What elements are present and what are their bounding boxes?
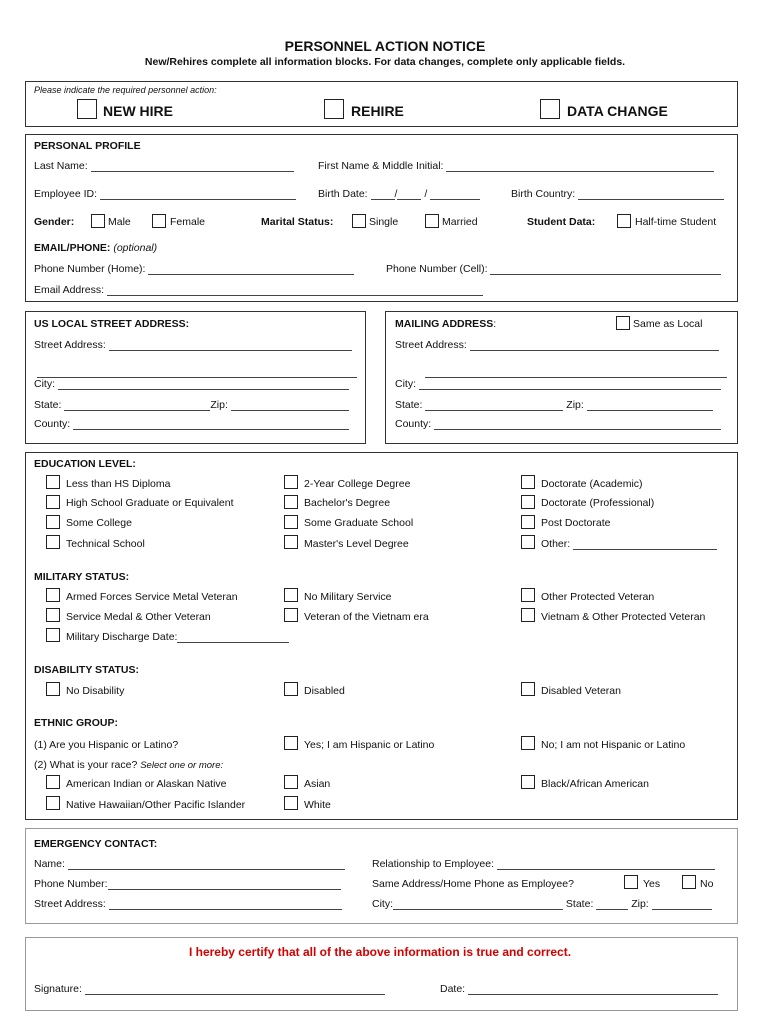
emergency-name-field[interactable] bbox=[34, 858, 345, 870]
race-option-checkbox[interactable] bbox=[46, 796, 60, 810]
relationship-label: Relationship to Employee: bbox=[372, 858, 494, 870]
date-label: Date: bbox=[440, 983, 466, 995]
employee-id-field[interactable] bbox=[34, 188, 296, 200]
emergency-city-field[interactable] bbox=[372, 898, 712, 910]
signature-label: Signature: bbox=[34, 983, 82, 995]
single-label: Single bbox=[369, 216, 399, 228]
education-other-field[interactable] bbox=[541, 538, 717, 550]
military-option-label: Armed Forces Service Metal Veteran bbox=[66, 591, 238, 603]
education-option-checkbox[interactable] bbox=[46, 535, 60, 549]
new-hire-label: NEW HIRE bbox=[103, 103, 173, 119]
emergency-city-label: City: bbox=[372, 898, 393, 910]
education-option-label: Master's Level Degree bbox=[304, 538, 409, 550]
rehire-checkbox[interactable] bbox=[324, 99, 344, 119]
student-data-label: Student Data: bbox=[527, 216, 596, 228]
local-county-label: County: bbox=[34, 418, 71, 430]
education-option-label: Technical School bbox=[66, 538, 145, 550]
mailing-county-label: County: bbox=[395, 418, 432, 430]
mailing-address-heading bbox=[395, 318, 496, 330]
disability-option-checkbox[interactable] bbox=[284, 682, 298, 696]
birth-date-field[interactable] bbox=[318, 188, 480, 200]
mailing-address-title: MAILING ADDRESS bbox=[395, 318, 494, 330]
emergency-phone-field[interactable] bbox=[34, 878, 341, 890]
military-option-checkbox[interactable] bbox=[46, 588, 60, 602]
emergency-street-label: Street Address: bbox=[34, 898, 106, 910]
female-checkbox[interactable] bbox=[152, 214, 166, 228]
education-other-label: Other: bbox=[541, 538, 571, 550]
education-heading: EDUCATION LEVEL: bbox=[34, 458, 136, 470]
military-discharge-checkbox[interactable] bbox=[46, 628, 60, 642]
mailing-city-field[interactable] bbox=[395, 378, 721, 390]
local-zip-label: Zip: bbox=[210, 399, 228, 411]
last-name-label: Last Name: bbox=[34, 160, 88, 172]
education-option-checkbox[interactable] bbox=[521, 515, 535, 529]
phone-cell-label: Phone Number (Cell): bbox=[386, 263, 488, 275]
education-option-label: Less than HS Diploma bbox=[66, 478, 171, 490]
email-field[interactable] bbox=[34, 284, 483, 296]
local-city-label: City: bbox=[34, 378, 55, 390]
military-discharge-label: Military Discharge Date: bbox=[66, 631, 178, 643]
signature-field[interactable] bbox=[34, 983, 385, 995]
same-as-local-checkbox[interactable] bbox=[616, 316, 630, 330]
military-discharge-field[interactable] bbox=[66, 631, 289, 643]
hispanic-no-checkbox[interactable] bbox=[521, 736, 535, 750]
education-option-checkbox[interactable] bbox=[284, 495, 298, 509]
employee-id-label: Employee ID: bbox=[34, 188, 98, 200]
education-other-checkbox[interactable] bbox=[521, 535, 535, 549]
disability-heading: DISABILITY STATUS: bbox=[34, 664, 139, 676]
military-option-checkbox[interactable] bbox=[46, 608, 60, 622]
education-option-checkbox[interactable] bbox=[284, 475, 298, 489]
email-phone-label: EMAIL/PHONE: bbox=[34, 242, 111, 254]
mailing-state-label: State: bbox=[395, 399, 423, 411]
half-time-student-label: Half-time Student bbox=[635, 216, 717, 228]
local-address-heading: US LOCAL STREET ADDRESS: bbox=[34, 318, 190, 330]
phone-cell-field[interactable] bbox=[386, 263, 721, 275]
race-option-checkbox[interactable] bbox=[284, 796, 298, 810]
race-option-label: American Indian or Alaskan Native bbox=[66, 778, 227, 790]
race-option-label: Black/African American bbox=[541, 778, 649, 790]
phone-home-field[interactable] bbox=[34, 263, 354, 275]
single-checkbox[interactable] bbox=[352, 214, 366, 228]
birth-date-label: Birth Date: bbox=[318, 188, 368, 200]
same-address-no-checkbox[interactable] bbox=[682, 875, 696, 889]
education-option-checkbox[interactable] bbox=[284, 535, 298, 549]
race-option-label: Native Hawaiian/Other Pacific Islander bbox=[66, 799, 246, 811]
race-option-label: Asian bbox=[304, 778, 331, 790]
mailing-street-field[interactable] bbox=[395, 339, 719, 351]
education-option-label: High School Graduate or Equivalent bbox=[66, 497, 234, 509]
disability-option-label: No Disability bbox=[66, 685, 125, 697]
education-option-checkbox[interactable] bbox=[284, 515, 298, 529]
hispanic-question: (1) Are you Hispanic or Latino? bbox=[34, 739, 179, 751]
military-option-checkbox[interactable] bbox=[284, 608, 298, 622]
hispanic-no-label: No; I am not Hispanic or Latino bbox=[541, 739, 686, 751]
local-street-line2[interactable] bbox=[37, 360, 357, 378]
local-state-field[interactable] bbox=[34, 399, 349, 411]
marital-status-label: Marital Status: bbox=[261, 216, 334, 228]
ethnic-heading: ETHNIC GROUP: bbox=[34, 717, 118, 729]
male-label: Male bbox=[108, 216, 131, 228]
mailing-street-line2[interactable] bbox=[425, 360, 727, 378]
race-question bbox=[34, 759, 223, 771]
first-name-label: First Name & Middle Initial: bbox=[318, 160, 444, 172]
military-option-checkbox[interactable] bbox=[521, 608, 535, 622]
phone-home-label: Phone Number (Home): bbox=[34, 263, 146, 275]
local-state-label: State: bbox=[34, 399, 62, 411]
birth-date-sep: / bbox=[394, 188, 398, 200]
same-address-yes-checkbox[interactable] bbox=[624, 875, 638, 889]
email-label: Email Address: bbox=[34, 284, 105, 296]
married-label: Married bbox=[442, 216, 478, 228]
optional-note: (optional) bbox=[113, 242, 158, 254]
mailing-zip-label: Zip: bbox=[566, 399, 584, 411]
date-field[interactable] bbox=[440, 983, 718, 995]
race-question-text: (2) What is your race? bbox=[34, 759, 138, 771]
military-heading: MILITARY STATUS: bbox=[34, 571, 130, 583]
mailing-state-field[interactable] bbox=[395, 399, 713, 411]
education-option-label: Doctorate (Professional) bbox=[541, 497, 655, 509]
race-option-checkbox[interactable] bbox=[46, 775, 60, 789]
race-option-label: White bbox=[304, 799, 331, 811]
new-hire-checkbox[interactable] bbox=[77, 99, 97, 119]
race-option-checkbox[interactable] bbox=[521, 775, 535, 789]
education-option-label: Some College bbox=[66, 517, 132, 529]
education-option-label: Doctorate (Academic) bbox=[541, 478, 643, 490]
page-title: PERSONNEL ACTION NOTICE bbox=[284, 38, 486, 54]
emergency-state-label: State: bbox=[565, 898, 594, 910]
education-option-label: Some Graduate School bbox=[304, 517, 414, 529]
first-name-field[interactable] bbox=[318, 160, 714, 172]
gender-label: Gender: bbox=[34, 216, 75, 228]
page-subtitle: New/Rehires complete all information blocks. For data changes, complete only applicable fields. bbox=[144, 56, 626, 68]
education-option-label: Post Doctorate bbox=[541, 517, 611, 529]
education-option-checkbox[interactable] bbox=[46, 515, 60, 529]
half-time-student-checkbox[interactable] bbox=[617, 214, 631, 228]
personal-profile-heading: PERSONAL PROFILE bbox=[34, 140, 141, 152]
hispanic-yes-checkbox[interactable] bbox=[284, 736, 298, 750]
married-checkbox[interactable] bbox=[425, 214, 439, 228]
local-city-field[interactable] bbox=[34, 378, 349, 390]
rehire-label: REHIRE bbox=[351, 103, 404, 119]
education-option-label: Bachelor's Degree bbox=[304, 497, 391, 509]
same-address-yes-label: Yes bbox=[643, 878, 661, 890]
disability-option-checkbox[interactable] bbox=[521, 682, 535, 696]
mailing-county-field[interactable] bbox=[395, 418, 721, 430]
military-option-label: No Military Service bbox=[304, 591, 392, 603]
military-option-label: Other Protected Veteran bbox=[541, 591, 655, 603]
hispanic-yes-label: Yes; I am Hispanic or Latino bbox=[304, 739, 435, 751]
emergency-heading: EMERGENCY CONTACT: bbox=[34, 838, 158, 850]
same-address-no-label: No bbox=[700, 878, 714, 890]
race-question-note: Select one or more: bbox=[140, 760, 224, 771]
education-option-checkbox[interactable] bbox=[521, 495, 535, 509]
local-street-label: Street Address: bbox=[34, 339, 106, 351]
military-option-checkbox[interactable] bbox=[521, 588, 535, 602]
mailing-city-label: City: bbox=[395, 378, 416, 390]
email-phone-heading bbox=[34, 242, 157, 254]
military-option-label: Vietnam & Other Protected Veteran bbox=[541, 611, 706, 623]
birth-date-sep: / bbox=[424, 188, 428, 200]
data-change-label: DATA CHANGE bbox=[567, 103, 668, 119]
emergency-street-field[interactable] bbox=[34, 898, 342, 910]
education-option-checkbox[interactable] bbox=[46, 495, 60, 509]
certification-statement: I hereby certify that all of the above information is true and correct. bbox=[188, 945, 572, 959]
emergency-zip-label: Zip: bbox=[631, 898, 649, 910]
emergency-phone-label: Phone Number: bbox=[34, 878, 108, 890]
mailing-street-label: Street Address: bbox=[395, 339, 467, 351]
education-option-label: 2-Year College Degree bbox=[304, 478, 411, 490]
local-street-field[interactable] bbox=[34, 339, 352, 351]
relationship-field[interactable] bbox=[372, 858, 715, 870]
disability-option-label: Disabled bbox=[304, 685, 345, 697]
disability-option-checkbox[interactable] bbox=[46, 682, 60, 696]
education-option-checkbox[interactable] bbox=[521, 475, 535, 489]
birth-country-field[interactable] bbox=[511, 188, 724, 200]
same-as-local-label: Same as Local bbox=[633, 318, 703, 330]
action-prompt: Please indicate the required personnel action: bbox=[34, 85, 217, 95]
male-checkbox[interactable] bbox=[91, 214, 105, 228]
emergency-name-label: Name: bbox=[34, 858, 65, 870]
birth-country-label: Birth Country: bbox=[511, 188, 576, 200]
mailing-address-colon: : bbox=[493, 318, 497, 330]
data-change-checkbox[interactable] bbox=[540, 99, 560, 119]
last-name-field[interactable] bbox=[34, 160, 294, 172]
local-county-field[interactable] bbox=[34, 418, 349, 430]
military-option-label: Veteran of the Vietnam era bbox=[304, 611, 429, 623]
female-label: Female bbox=[170, 216, 206, 228]
race-option-checkbox[interactable] bbox=[284, 775, 298, 789]
disability-option-label: Disabled Veteran bbox=[541, 685, 621, 697]
same-address-question: Same Address/Home Phone as Employee? bbox=[372, 878, 574, 890]
military-option-checkbox[interactable] bbox=[284, 588, 298, 602]
military-option-label: Service Medal & Other Veteran bbox=[66, 611, 211, 623]
education-option-checkbox[interactable] bbox=[46, 475, 60, 489]
